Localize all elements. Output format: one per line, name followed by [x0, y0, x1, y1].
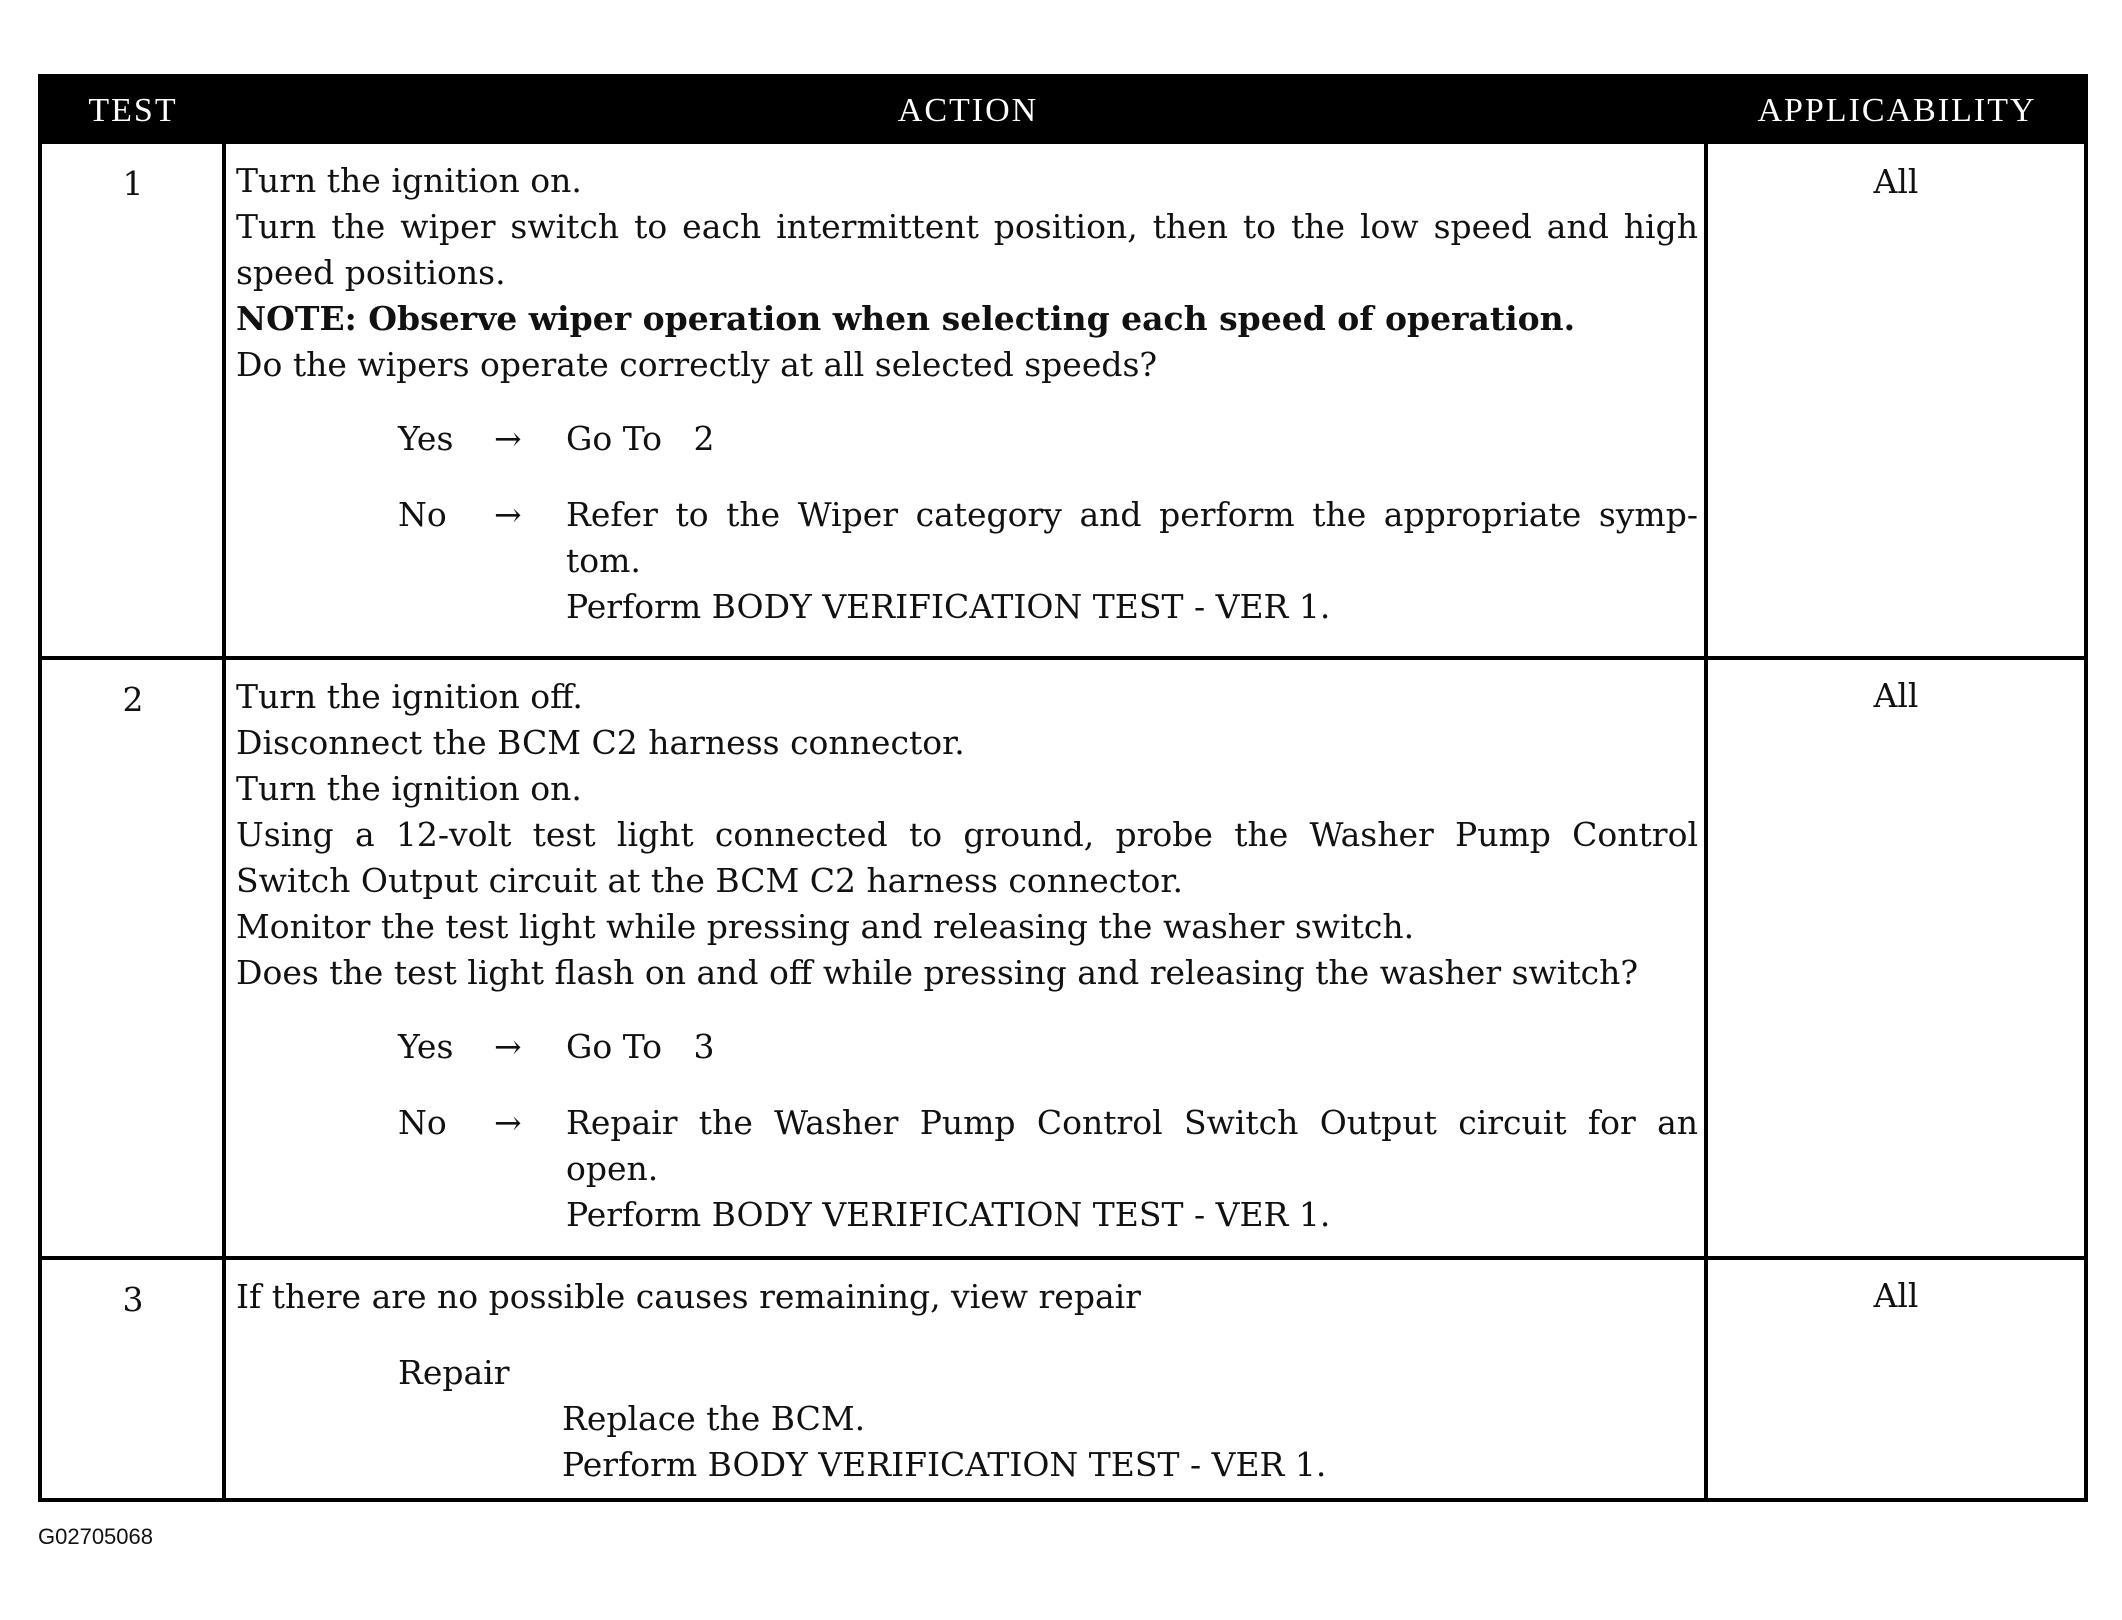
arrow-right-icon: →: [494, 419, 522, 458]
action-line: speed positions.: [236, 253, 506, 292]
action-line: Turn the ignition on.: [236, 161, 582, 200]
no-option: [236, 1100, 1698, 1146]
no-action-line: Perform BODY VERIFICATION TEST - VER 1.: [566, 1195, 1331, 1234]
table-header: [42, 78, 2084, 144]
test-number: 3: [122, 1280, 144, 1319]
yes-label: Yes: [398, 1027, 454, 1066]
action-line: Turn the wiper switch to each intermittent position, then to the low speed and high: [236, 207, 1698, 246]
question-line: Do the wipers operate correctly at all selected speeds?: [236, 345, 1158, 384]
diagnostic-test-table: [38, 74, 2088, 1502]
applicability-value: All: [1873, 162, 1919, 201]
action-line: Turn the ignition on.: [236, 769, 582, 808]
arrow-right-icon: →: [494, 1027, 522, 1066]
header-action: ACTION: [897, 92, 1039, 129]
action-line: Turn the ignition off.: [236, 677, 583, 716]
question-line: Does the test light flash on and off while pressing and releasing the washer switch?: [236, 953, 1639, 992]
action-line: Switch Output circuit at the BCM C2 harness connector.: [236, 861, 1184, 900]
figure-id: G02705068: [38, 1524, 153, 1549]
arrow-right-icon: →: [494, 495, 522, 534]
action-line: Using a 12-volt test light connected to ground, probe the Washer Pump Control: [236, 815, 1698, 854]
no-action-line: Repair the Washer Pump Control Switch Output circuit for an: [566, 1103, 1698, 1142]
header-applicability: APPLICABILITY: [1757, 92, 2037, 129]
yes-action: Go To 2: [566, 419, 715, 458]
no-action-line: open.: [566, 1149, 659, 1188]
test-number: 1: [122, 164, 144, 203]
no-action: [566, 1100, 1698, 1146]
header-test: TEST: [88, 92, 178, 129]
no-action-line: Perform BODY VERIFICATION TEST - VER 1.: [566, 587, 1331, 626]
action-cell: [236, 158, 1698, 630]
action-line: Disconnect the BCM C2 harness connector.: [236, 723, 965, 762]
test-number: 2: [122, 680, 144, 719]
yes-option: [236, 1024, 1698, 1070]
no-option: [236, 492, 1698, 538]
no-action-line: Refer to the Wiper category and perform the appropriate symp-: [566, 495, 1698, 534]
repair-line: Replace the BCM.: [562, 1399, 866, 1438]
yes-option: [236, 416, 1698, 462]
applicability-value: All: [1873, 676, 1919, 715]
table-row: [42, 656, 2084, 1256]
yes-action: Go To 3: [566, 1027, 715, 1066]
table-row: [42, 1256, 2084, 1502]
arrow-right-icon: →: [494, 1103, 522, 1142]
action-line: Monitor the test light while pressing and releasing the washer switch.: [236, 907, 1415, 946]
no-action-line: tom.: [566, 541, 641, 580]
yes-label: Yes: [398, 419, 454, 458]
action-cell: [236, 1274, 1698, 1488]
action-line: If there are no possible causes remaining, view repair: [236, 1277, 1141, 1316]
table-row: [42, 144, 2084, 656]
repair-line: Perform BODY VERIFICATION TEST - VER 1.: [562, 1445, 1327, 1484]
action-cell: [236, 674, 1698, 1238]
applicability-value: All: [1873, 1276, 1919, 1315]
repair-label: Repair: [398, 1353, 510, 1392]
no-label: No: [398, 495, 447, 534]
no-label: No: [398, 1103, 447, 1142]
no-action: [566, 492, 1698, 538]
note-line: NOTE: Observe wiper operation when selecting each speed of operation.: [236, 299, 1576, 338]
